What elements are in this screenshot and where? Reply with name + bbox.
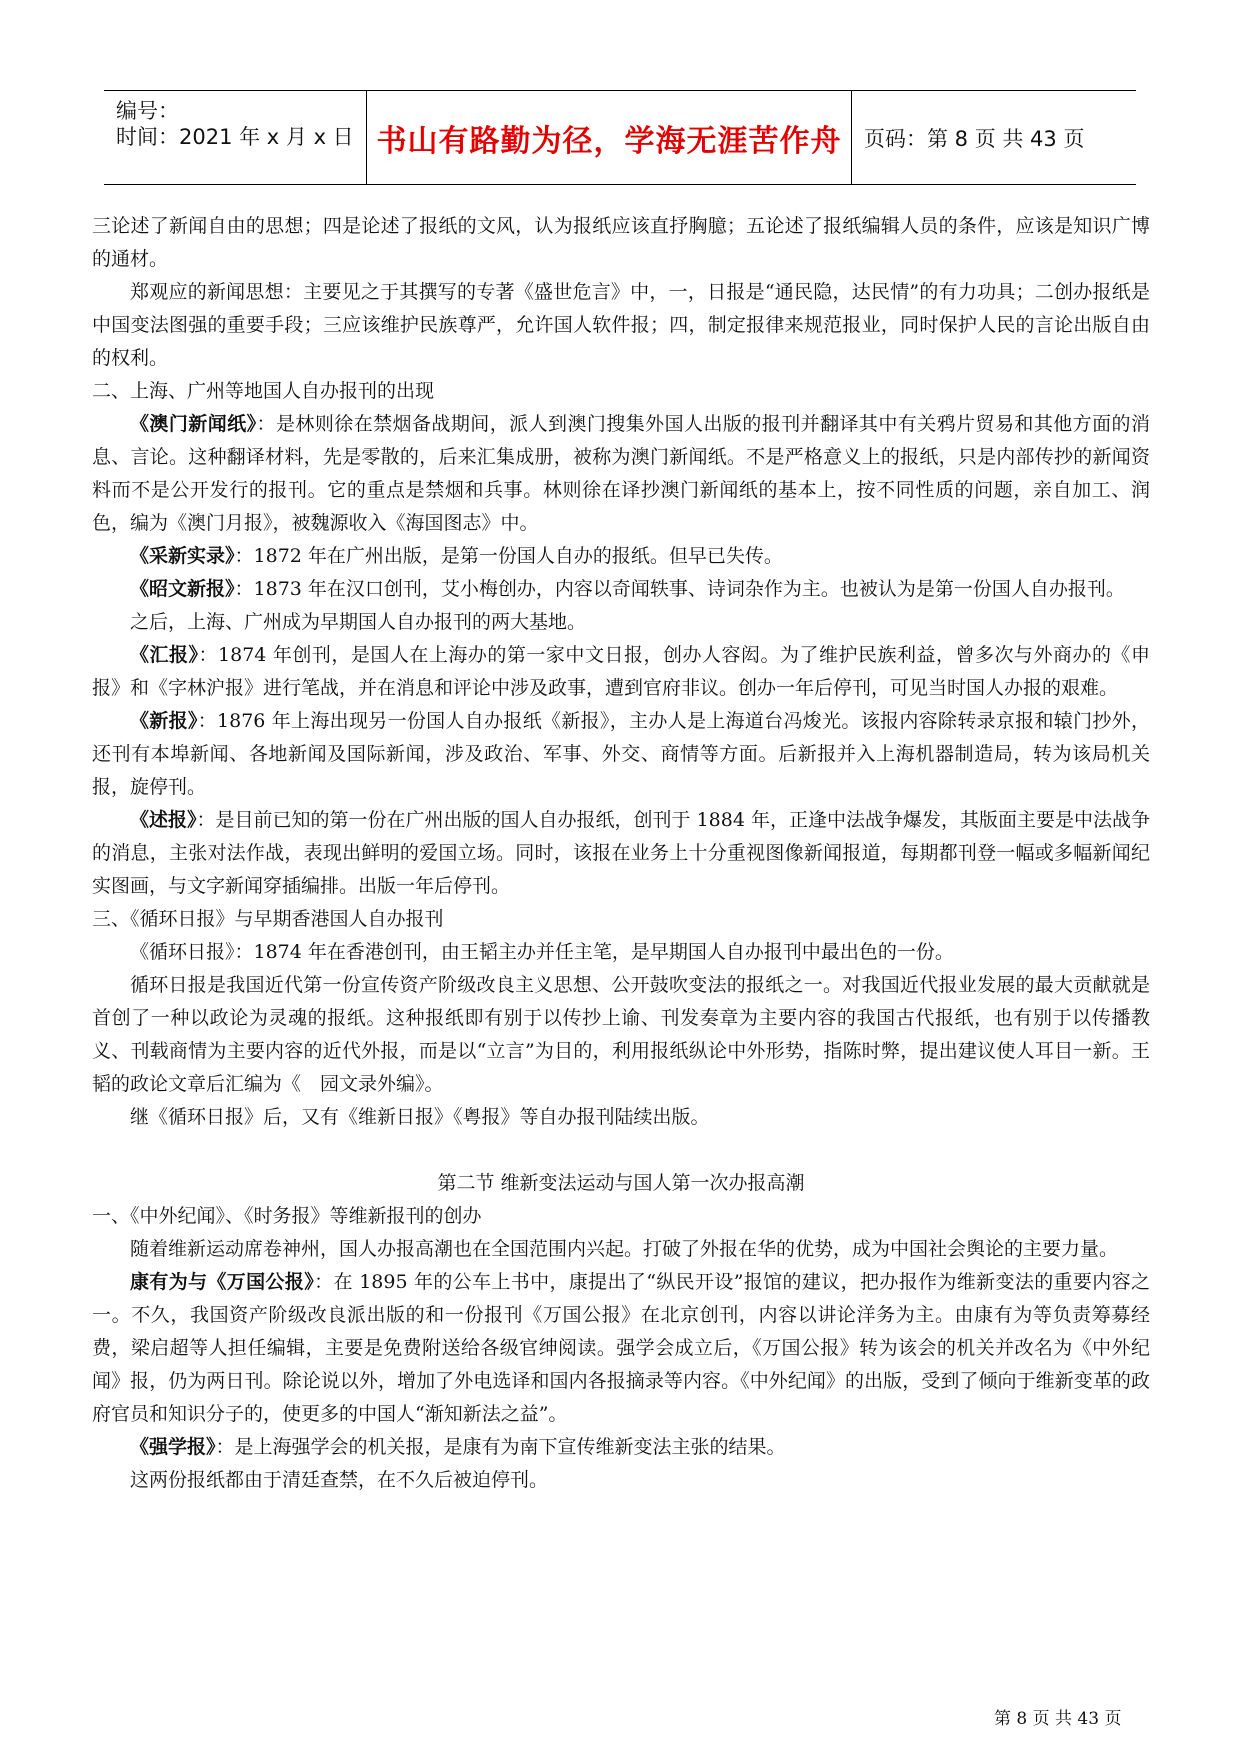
paragraph-text: ：1872 年在广州出版，是第一份国人自办的报纸。但早已失传。	[234, 545, 783, 567]
paragraph-lead: 《汇报》	[130, 644, 199, 666]
paragraph-text: ：是上海强学会的机关报，是康有为南下宣传维新变法主张的结果。	[215, 1436, 786, 1458]
document-number-label: 编号：	[116, 99, 179, 123]
paragraph	[92, 540, 1150, 573]
paragraph	[92, 705, 1150, 804]
paragraph-lead: 康有为与《万国公报》	[130, 1271, 315, 1293]
paragraph-lead: 《澳门新闻纸》	[130, 413, 257, 435]
paragraph-text: ：1873 年在汉口创刊，艾小梅创办，内容以奇闻轶事、诗词杂作为主。也被认为是第一份国人自办报刊。	[234, 578, 1125, 600]
paragraph-text: ：是目前已知的第一份在广州出版的国人自办报纸，创刊于 1884 年，正逢中法战争爆发，其版面主要是中法战争的消息，主张对法作战，表现出鲜明的爱国立场。同时，该报在业务上十分重视图像新闻报道，每期都刊登一幅或多幅新闻纪实图画，与文字新闻穿插编排。出版一年后停刊。	[92, 809, 1150, 897]
paragraph-lead: 《新报》	[130, 710, 198, 732]
paragraph	[92, 1431, 1150, 1464]
document-time-label: 时间：2021 年 x 月 x 日	[116, 125, 354, 149]
paragraph	[92, 573, 1150, 606]
paragraph: 《循环日报》：1874 年在香港创刊，由王韬主办并任主笔，是早期国人自办报刊中最出色的一份。	[130, 941, 954, 963]
section-heading: 三、《循环日报》与早期香港国人自办报刊	[92, 908, 444, 930]
paragraph	[92, 1266, 1150, 1431]
page-footer: 第 8 页 共 43 页	[994, 1709, 1122, 1729]
chapter-section-title: 第二节 维新变法运动与国人第一次办报高潮	[437, 1172, 805, 1194]
paragraph: 之后，上海、广州成为早期国人自办报刊的两大基地。	[130, 611, 587, 633]
paragraph: 循环日报是我国近代第一份宣传资产阶级改良主义思想、公开鼓吹变法的报纸之一。对我国近代报业发展的最大贡献就是首创了一种以政论为灵魂的报纸。这种报纸即有别于以传抄上谕、刊发奏章为主要内容的我国古代报纸，也有别于以传播教义、刊载商情为主要内容的近代外报，而是以“立言”为目的，利用报纸纵论中外形势，指陈时弊，提出建议使人耳目一新。王韬的政论文章后汇编为《 园文录外编》。	[92, 974, 1150, 1095]
paragraph: 继《循环日报》后，又有《维新日报》《粤报》等自办报刊陆续出版。	[130, 1106, 710, 1128]
header-motto-cell	[367, 91, 852, 184]
paragraph-text: ：1874 年创刊，是国人在上海办的第一家中文日报，创办人容闳。为了维护民族利益，曾多次与外商办的《申报》和《字林沪报》进行笔战，并在消息和评论中涉及政事，遭到官府非议。创办一年后停刊，可见当时国人办报的艰难。	[92, 644, 1150, 699]
paragraph: 这两份报纸都由于清廷查禁，在不久后被迫停刊。	[130, 1469, 549, 1491]
header-page-label: 页码：第 8 页 共 43 页	[864, 126, 1085, 151]
paragraph	[92, 804, 1150, 903]
section-heading: 一、《中外纪闻》、《时务报》等维新报刊的创办	[92, 1205, 482, 1227]
header-meta	[104, 91, 367, 184]
paragraph: 郑观应的新闻思想：主要见之于其撰写的专著《盛世危言》中，一，日报是“通民隐，达民情”的有力功具；二创办报纸是中国变法图强的重要手段；三应该维护民族尊严，允许国人软件报；四，制定报律来规范报业，同时保护人民的言论出版自由的权利。	[92, 281, 1150, 369]
paragraph-text: ：是林则徐在禁烟备战期间，派人到澳门搜集外国人出版的报刊并翻译其中有关鸦片贸易和其他方面的消息、言论。这种翻译材料，先是零散的，后来汇集成册，被称为澳门新闻纸。不是严格意义上的报纸，只是内部传抄的新闻资料而不是公开发行的报刊。它的重点是禁烟和兵事。林则徐在译抄澳门新闻纸的基本上，按不同性质的问题，亲自加工、润色，编为《澳门月报》，被魏源收入《海国图志》中。	[92, 413, 1150, 534]
document-body	[92, 210, 1150, 1497]
page-header	[104, 90, 1136, 185]
paragraph-lead: 《昭文新报》	[130, 578, 235, 600]
paragraph	[92, 639, 1150, 705]
paragraph-lead: 《述报》	[130, 809, 197, 831]
paragraph	[92, 408, 1150, 540]
header-motto: 书山有路勤为径，学海无涯苦作舟	[376, 123, 842, 159]
paragraph: 随着维新运动席卷神州，国人办报高潮也在全国范围内兴起。打破了外报在华的优势，成为中国社会舆论的主要力量。	[130, 1238, 1119, 1260]
section-heading: 二、上海、广州等地国人自办报刊的出现	[92, 380, 435, 402]
paragraph-lead: 《强学报》	[130, 1436, 216, 1458]
paragraph-text: ：在 1895 年的公车上书中，康提出了“纵民开设”报馆的建议，把办报作为维新变法的重要内容之一。不久，我国资产阶级改良派出版的和一份报刊《万国公报》在北京创刊，内容以讲论洋务为主。由康有为等负责筹募经费，梁启超等人担任编辑，主要是免费附送给各级官绅阅读。强学会成立后，《万国公报》转为该会的机关并改名为《中外纪闻》报，仍为两日刊。除论说以外，增加了外电选译和国内各报摘录等内容。《中外纪闻》的出版，受到了倾向于维新变革的政府官员和知识分子的，使更多的中国人“渐知新法之益”。	[92, 1271, 1150, 1425]
paragraph-text: ：1876 年上海出现另一份国人自办报纸《新报》，主办人是上海道台冯焌光。该报内容除转录京报和辕门抄外，还刊有本埠新闻、各地新闻及国际新闻，涉及政治、军事、外交、商情等方面。后新报并入上海机器制造局，转为该局机关报，旋停刊。	[92, 710, 1150, 798]
paragraph: 三论述了新闻自由的思想；四是论述了报纸的文风，认为报纸应该直抒胸臆；五论述了报纸编辑人员的条件，应该是知识广博的通材。	[92, 215, 1150, 270]
paragraph-lead: 《采新实录》	[130, 545, 235, 567]
